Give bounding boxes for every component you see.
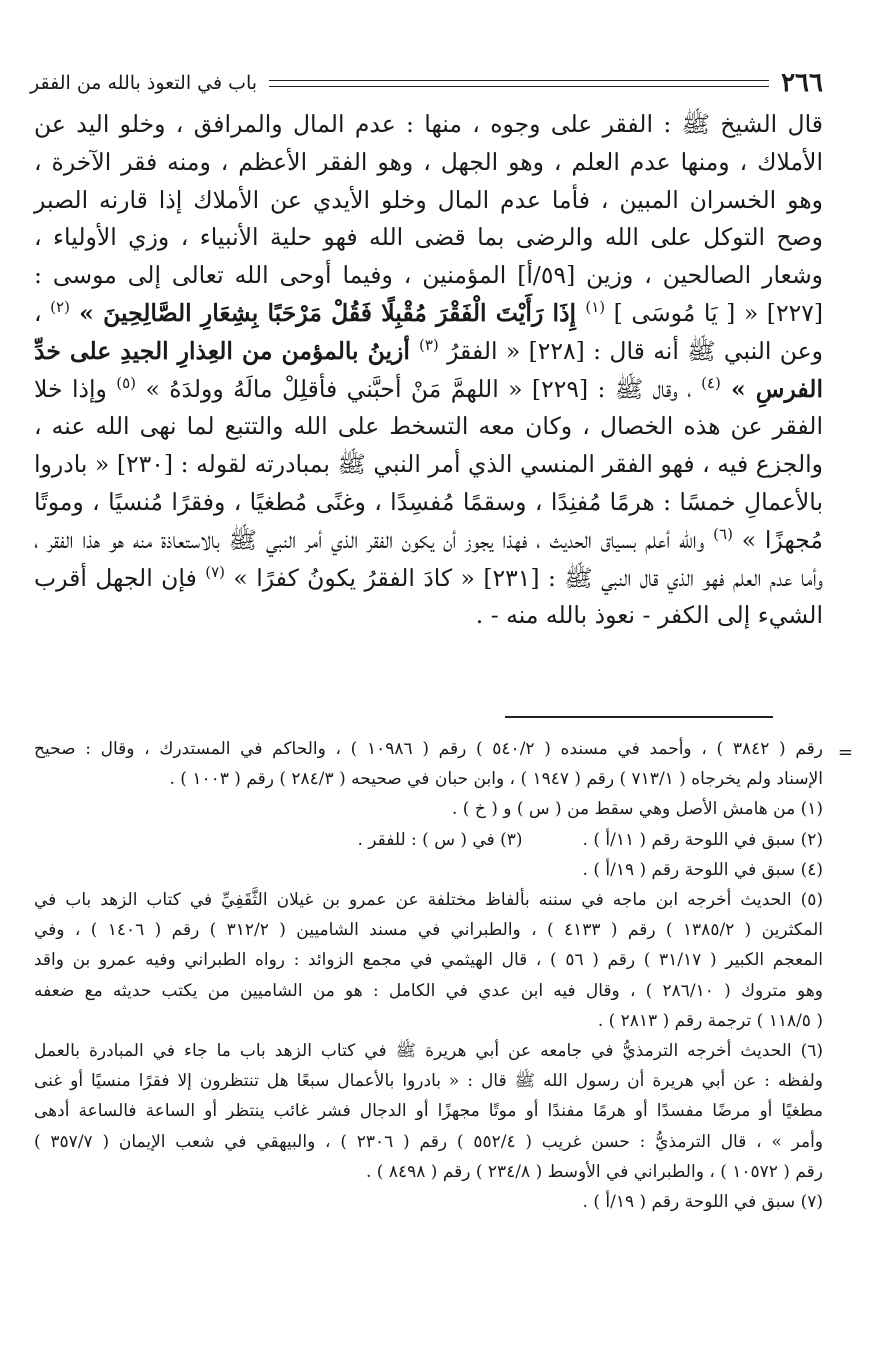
footnote-ref-6: (٦) bbox=[713, 524, 733, 543]
footnote-4: (٤) سبق في اللوحة رقم ( ١٩/أ ) . bbox=[582, 859, 823, 880]
footnote-ref-4: (٤) bbox=[701, 373, 721, 392]
footnote-line: المعجم الكبير ( ٣١/١٧ ) رقم ( ٥٦ ) ، قال الهيثمي في مجمع الزوائد : رواه الطبراني وفيه عمرو بن واقد bbox=[34, 950, 823, 971]
header-rule bbox=[269, 80, 769, 87]
footnote-line: وهو متروك ( ٢٨٦/١٠ ) ، وقال فيه ابن عدي في الكامل : هو من الشاميين من يكتب حديثه مع ضعفه bbox=[34, 980, 823, 1001]
footnote-ref-7: (٧) bbox=[205, 562, 225, 581]
footnote-line: الإسناد ولم يخرجاه ( ٧١٣/١ ) رقم ( ١٩٤٧ ) ، وابن حبان في صحيحه ( ٢٨٤/٣ ) رقم ( ١٠٠٣ ) . bbox=[169, 769, 823, 790]
text-segment: فإن الجهل أقرب الشيء إلى الكفر - نعوذ بالله منه - . bbox=[34, 563, 823, 630]
footnote-6: (٦) الحديث أخرجه الترمذيُّ في جامعه عن أبي هريرة ﷺ في كتاب الزهد باب ما جاء في المبادرة بالعمل bbox=[34, 1041, 823, 1062]
footnote-ref-3: (٣) bbox=[418, 335, 439, 354]
running-title: باب في التعوذ بالله من الفقر bbox=[30, 72, 258, 94]
footnote-separator bbox=[505, 716, 773, 718]
continuation-mark: = bbox=[837, 742, 853, 763]
footnote-line: رقم ( ٣٨٤٢ ) ، وأحمد في مسنده ( ٥٤٠/٢ ) رقم ( ١٠٩٨٦ ) ، والحاكم في المستدرك ، وقال : صحيح bbox=[34, 739, 823, 759]
hadith-text: أزينُ بالمؤمن من العِذارِ الجيدِ على خدِّ الفرسِ » bbox=[34, 336, 823, 403]
text-segment: ، وعن النبي ﷺ أنه قال : [٢٢٨] « الفقرُ bbox=[34, 298, 823, 365]
main-paragraph bbox=[34, 106, 823, 635]
footnote-5: (٥) الحديث أخرجه ابن ماجه في سننه بألفاظ مختلفة عن عمرو بن غيلان الثَّقَفِيِّ في كتاب الزهد باب في bbox=[34, 890, 823, 911]
footnote-3: (٣) في ( س ) : للفقر . bbox=[357, 829, 523, 850]
footnotes bbox=[34, 734, 853, 1217]
text-segment: وإذا خلا الفقر عن هذه الخصال ، وكان معه التسخط على الله والتتبع لما نهى الله عنه ، والجزع فيه ، فهو الفقر المنسي الذي أمر النبي ﷺ بمبادرته لقوله : [٢٣٠] « بادروا بالأعمالِ خمسًا : هرمًا مُفنِدًا ، وسقمًا مُفسِدًا ، وغنًى مُطغيًا ، وفقرًا مُنسيًا ، وموتًا مُجهزًا » bbox=[34, 374, 823, 554]
footnote-pair bbox=[34, 825, 823, 855]
main-text bbox=[34, 106, 823, 635]
text-segment: ، وقال ﷺ : [٢٢٩] « اللهمَّ مَنْ أحبَّني فأقلِلْ مالَهُ وولدَهُ » bbox=[136, 374, 702, 403]
page-number: ٢٦٦ bbox=[781, 68, 823, 98]
footnote-line: رقم ( ١٠٥٧٢ ) ، والطبراني في الأوسط ( ٢٣٤/٨ ) رقم ( ٨٤٩٨ ) . bbox=[366, 1161, 823, 1182]
text-segment: قال الشيخ ﷺ : الفقر على وجوه ، منها : عدم المال والمرافق ، وخلو اليد عن الأملاك ، ومنها عدم العلم ، وهو الجهل ، وهو الفقر الأعظم ، ومنه فقر الآخرة ، وهو الخسران المبين ، فأما عدم المال وخلو الأيدي عن الأملاك إذا قارنه الصبر وصح التوكل على الله والرضى بما قضى الله فهو حلية الأنبياء ، وزي الأولياء ، وشعار الصالحين ، وزين [٥٩/أ] المؤمنين ، وفيما أوحى الله تعالى إلى موسى : [٢٢٧] « [ يَا مُوسَى ] bbox=[34, 110, 823, 327]
footnote-line: مطغيًا أو مرضًا مفسدًا أو هرمًا مفندًا أو موتًا مجهزًا أو الدجال فشر غائب ينتظر أو الساعة فالساعة أدهى bbox=[34, 1101, 823, 1122]
footnote-ref-5: (٥) bbox=[116, 373, 137, 392]
footnote-7: (٧) سبق في اللوحة رقم ( ١٩/أ ) . bbox=[582, 1192, 823, 1213]
footnote-line: ( ١١٨/٥ ) ترجمة رقم ( ٢٨١٣ ) . bbox=[597, 1010, 823, 1031]
footnote-line: ولفظه : عن أبي هريرة أن رسول الله ﷺ قال : « بادروا بالأعمال سبعًا هل تنتظرون إلا فقرًا منسيًا أو غنى bbox=[34, 1071, 823, 1092]
footnote-line: المكثرين ( ١٣٨٥/٢ ) رقم ( ٤١٣٣ ) ، والطبراني في مسند الشاميين ( ٣١٢/٢ ) رقم ( ١٤٠٦ ) ، وفي bbox=[34, 920, 823, 941]
page-header bbox=[30, 66, 823, 100]
footnote-line: وأمر » ، قال الترمذيُّ : حسن غريب ( ٥٥٢/٤ ) رقم ( ٢٣٠٦ ) ، والبيهقي في شعب الإيمان ( ٣٥٧/٧ ) bbox=[34, 1131, 823, 1152]
footnote-1: (١) من هامش الأصل وهي سقط من ( س ) و ( خ ) . bbox=[451, 799, 823, 820]
footnote-ref-1: (١) bbox=[585, 298, 606, 317]
footnote-ref-2: (٢) bbox=[50, 298, 70, 317]
hadith-text: إِذَا رَأَيْتَ الْفَقْرَ مُقْبِلًا فَقُلْ مَرْحَبًا بِشِعَارِ الصَّالِحِينَ » bbox=[69, 298, 586, 327]
text-segment: والله أعلم بسياق الحديث ، فهذا يجوز أن يكون الفقر الذي أمر النبي ﷺ بالاستعاذة منه هو هذا الفقر ، وأما عدم العلم فهو الذي قال النبي ﷺ : [٢٣١] « كادَ الفقرُ يكونُ كفرًا » bbox=[34, 525, 824, 592]
footnote-2: (٢) سبق في اللوحة رقم ( ١١/أ ) . bbox=[582, 829, 823, 850]
